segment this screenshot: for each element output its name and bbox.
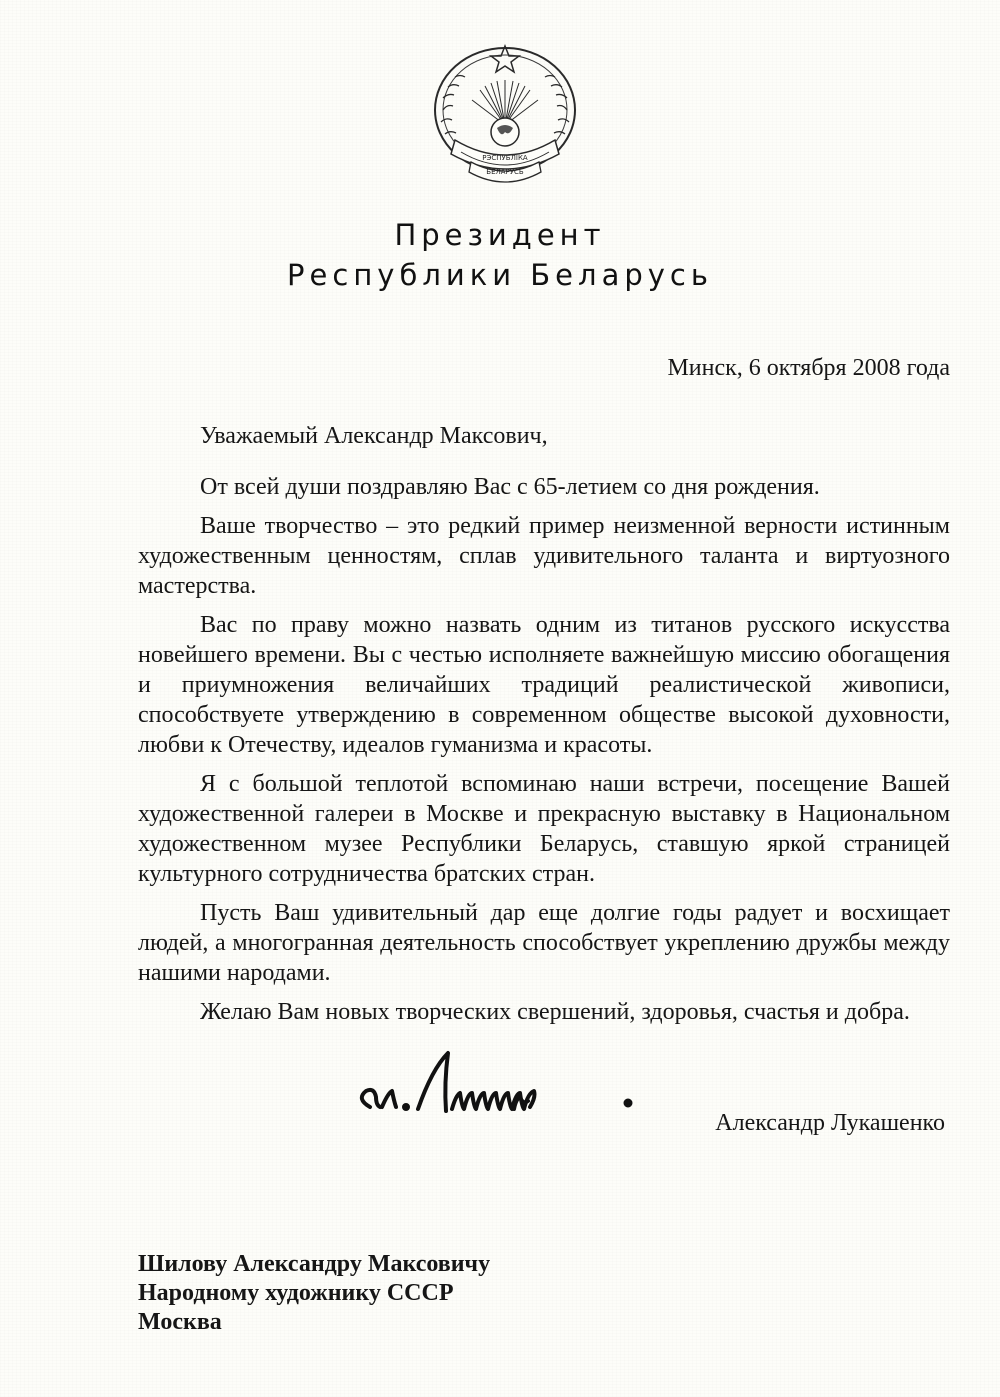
handwritten-signature — [348, 1045, 648, 1125]
addressee-block — [138, 1250, 490, 1337]
state-emblem-icon — [425, 40, 585, 190]
paragraph: Я с большой теплотой вспоминаю наши встречи, посещение Вашей художественной галереи в Москве и прекрасную выставку в Национальном художественном музее Республики Беларусь, ставшую яркой страницей культурного сотрудничества братских стран. — [138, 771, 950, 887]
paragraph: От всей души поздравляю Вас с 65-летием со дня рождения. — [200, 474, 820, 500]
addressee-title: Народному художнику СССР — [138, 1280, 454, 1306]
letter-date: Минск, 6 октября 2008 года — [667, 355, 950, 381]
svg-text:БЕЛАРУСЬ: БЕЛАРУСЬ — [486, 168, 524, 176]
paragraph: Желаю Вам новых творческих свершений, здоровья, счастья и добра. — [200, 999, 910, 1025]
letter-body — [138, 472, 950, 1036]
paragraph: Ваше творчество – это редкий пример неизменной верности истинным художественным ценностям, сплав удивительного таланта и виртуозного мастерства. — [138, 513, 950, 599]
letterhead-title-line1: Президент — [394, 218, 606, 252]
signer-name: Александр Лукашенко — [715, 1110, 945, 1136]
paragraph: Пусть Ваш удивительный дар еще долгие годы радует и восхищает людей, а многогранная деятельность способствует укреплению дружбы между нашими народами. — [138, 900, 950, 986]
letterhead-title-line2: Республики Беларусь — [287, 258, 713, 292]
addressee-city: Москва — [138, 1309, 222, 1335]
salutation: Уважаемый Александр Максович, — [200, 423, 548, 449]
paragraph: Вас по праву можно назвать одним из титанов русского искусства новейшего времени. Вы с честью исполняете важнейшую миссию обогащения и приумножения величайших традиций реалистической живописи, способствуете утверждению в современном обществе высокой духовности, любви к Отечеству, идеалов гуманизма и красоты. — [138, 612, 950, 758]
svg-text:РЭСПУБЛІКА: РЭСПУБЛІКА — [482, 154, 528, 162]
addressee-name: Шилову Александру Максовичу — [138, 1251, 491, 1277]
